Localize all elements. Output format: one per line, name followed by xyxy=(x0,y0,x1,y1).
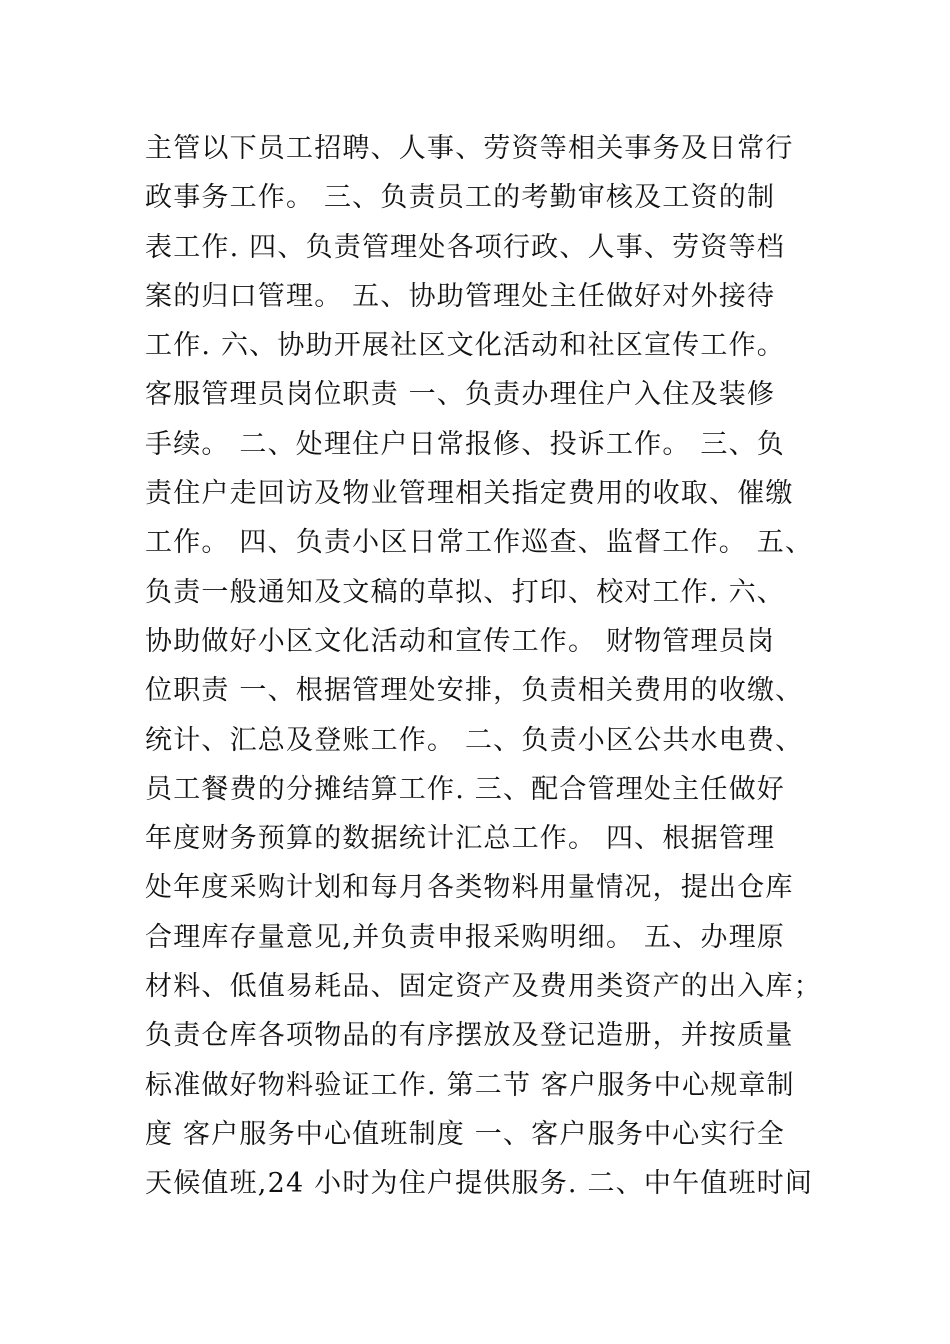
text-line: 负责一般通知及文稿的草拟、打印、校对工作. 六、 xyxy=(145,576,785,608)
text-line: 员工餐费的分摊结算工作. 三、配合管理处主任做好 xyxy=(145,773,785,805)
text-line: 工作. 六、协助开展社区文化活动和社区宣传工作。 xyxy=(145,330,785,362)
text-line: 年度财务预算的数据统计汇总工作。 四、根据管理 xyxy=(145,823,776,855)
text-line: 协助做好小区文化活动和宣传工作。 财物管理员岗 xyxy=(145,625,776,657)
text-line: 统计、汇总及登账工作。 二、负责小区公共水电费、 xyxy=(145,724,804,756)
body-text xyxy=(145,124,835,1209)
text-line: 案的归口管理。 五、协助管理处主任做好对外接待 xyxy=(145,280,776,312)
text-line: 负责仓库各项物品的有序摆放及登记造册，并按质量 xyxy=(145,1020,794,1052)
text-line: 材料、低值易耗品、固定资产及费用类资产的出入库； xyxy=(145,971,822,1003)
text-line: 处年度采购计划和每月各类物料用量情况，提出仓库 xyxy=(145,872,794,904)
text-line: 责住户走回访及物业管理相关指定费用的收取、催缴 xyxy=(145,478,794,510)
text-line: 主管以下员工招聘、人事、劳资等相关事务及日常行 xyxy=(145,133,794,164)
text-line: 手续。 二、处理住户日常报修、投诉工作。 三、负 xyxy=(145,428,785,460)
text-line: 客服管理员岗位职责 一、负责办理住户入住及装修 xyxy=(145,379,776,411)
text-line: 政事务工作。 三、负责员工的考勤审核及工资的制 xyxy=(145,182,776,214)
text-line: 表工作. 四、负责管理处各项行政、人事、劳资等档 xyxy=(145,231,785,263)
text-line: 合理库存量意见,并负责申报采购明细。 五、办理原 xyxy=(145,921,785,953)
text-line: 位职责 一、根据管理处安排，负责相关费用的收缴、 xyxy=(145,675,804,707)
text-line: 天候值班,24 小时为住户提供服务. 二、中午值班时间 xyxy=(145,1168,814,1200)
text-line: 标准做好物料验证工作. 第二节 客户服务中心规章制 xyxy=(145,1069,795,1101)
text-line: 工作。 四、负责小区日常工作巡查、监督工作。 五、 xyxy=(145,527,814,559)
text-line: 度 客户服务中心值班制度 一、客户服务中心实行全 xyxy=(145,1118,785,1150)
